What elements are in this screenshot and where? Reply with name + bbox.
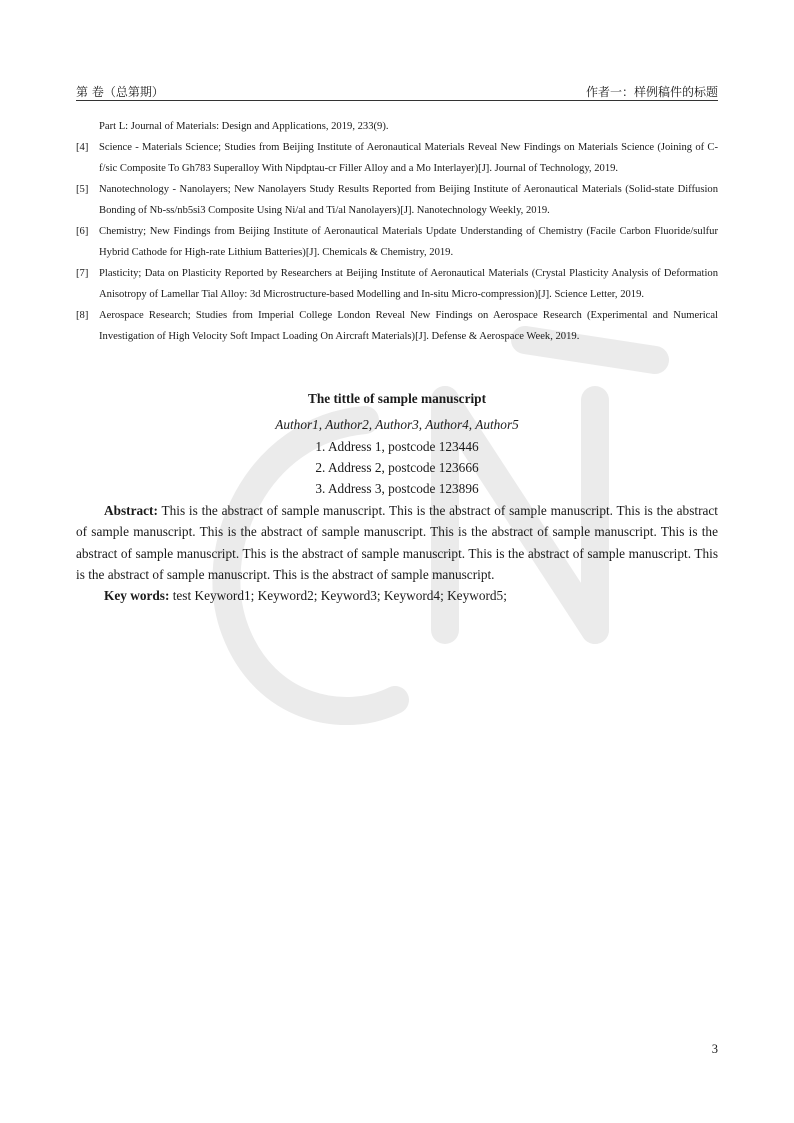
- reference-item: [76, 305, 718, 347]
- reference-text: Science - Materials Science; Studies from Beijing Institute of Aeronautical Materials Reveal New Findings on Materials Science (Joining of C-f/sic Composite To Gh783 Superalloy With Nipdptau-cr Filler Alloy and a Mo Interlayer)[J]. Journal of Technology, 2019.: [99, 142, 718, 174]
- author-list: Author1, Author2, Author3, Author4, Author5: [275, 417, 519, 432]
- keywords-text: test Keyword1; Keyword2; Keyword3; Keyword4; Keyword5;: [172, 588, 507, 604]
- article-block: [76, 388, 718, 606]
- article-title: The tittle of sample manuscript: [307, 391, 486, 406]
- running-header: [76, 82, 718, 101]
- reference-number: [5]: [76, 184, 89, 195]
- reference-item: [76, 221, 718, 263]
- reference-number: [8]: [76, 310, 89, 321]
- reference-item: [76, 116, 718, 137]
- address-line: 1. Address 1, postcode 123446: [315, 439, 479, 454]
- reference-item: [76, 263, 718, 305]
- address-line: 3. Address 3, postcode 123896: [315, 481, 479, 496]
- reference-number: [4]: [76, 142, 89, 153]
- reference-text: Chemistry; New Findings from Beijing Institute of Aeronautical Materials Update Understanding of Chemistry (Facile Carbon Fluoride/sulfur Hybrid Cathode for High-rate Lithium Batteries)[J]. Chemicals & Chemistry, 2019.: [99, 226, 718, 258]
- reference-text: Nanotechnology - Nanolayers; New Nanolayers Study Results Reported from Beijing Institute of Aeronautical Materials (Solid-state Diffusion Bonding of Nb-ss/nb5si3 Composite Using Ni/al and Ti/al Nanolayers)[J]. Nanotechnology Weekly, 2019.: [99, 184, 718, 216]
- reference-text: Part L: Journal of Materials: Design and Applications, 2019, 233(9).: [99, 121, 389, 132]
- abstract-text: This is the abstract of sample manuscript. This is the abstract of sample manuscript. This is the abstract of sample manuscript. This is the abstract of sample manuscript. This is the abstract of sample manuscript. This is the abstract of sample manuscript. This is the abstract of sample manuscript. This is the abstract of sample manuscript. This is the abstract of sample manuscript. This is the abstract of sample manuscript.: [76, 503, 718, 582]
- reference-item: [76, 179, 718, 221]
- keywords-label: Key words:: [104, 588, 170, 604]
- address-line: 2. Address 2, postcode 123666: [315, 460, 479, 475]
- reference-number: [6]: [76, 226, 89, 237]
- abstract-label: Abstract:: [104, 503, 158, 518]
- abstract-paragraph: [76, 500, 718, 585]
- reference-list: [76, 116, 718, 347]
- keywords-paragraph: [76, 585, 718, 606]
- header-article-title: 作者一：样例稿件的标题: [585, 85, 718, 99]
- reference-number: [7]: [76, 268, 89, 279]
- reference-text: Aerospace Research; Studies from Imperial College London Reveal New Findings on Aerospace Research (Experimental and Numerical Investigation of High Velocity Soft Impact Loading On Aircraft Materials)[J]. Defense & Aerospace Week, 2019.: [99, 310, 718, 342]
- reference-item: [76, 137, 718, 179]
- page-number: 3: [711, 1042, 718, 1056]
- header-volume: 第 卷（总第期）: [76, 85, 164, 99]
- reference-text: Plasticity; Data on Plasticity Reported by Researchers at Beijing Institute of Aeronautical Materials (Crystal Plasticity Analysis of Deformation Anisotropy of Lamellar Tial Alloy: 3d Microstructure-based Modelling and In-situ Micro-compression)[J]. Science Letter, 2019.: [99, 268, 718, 300]
